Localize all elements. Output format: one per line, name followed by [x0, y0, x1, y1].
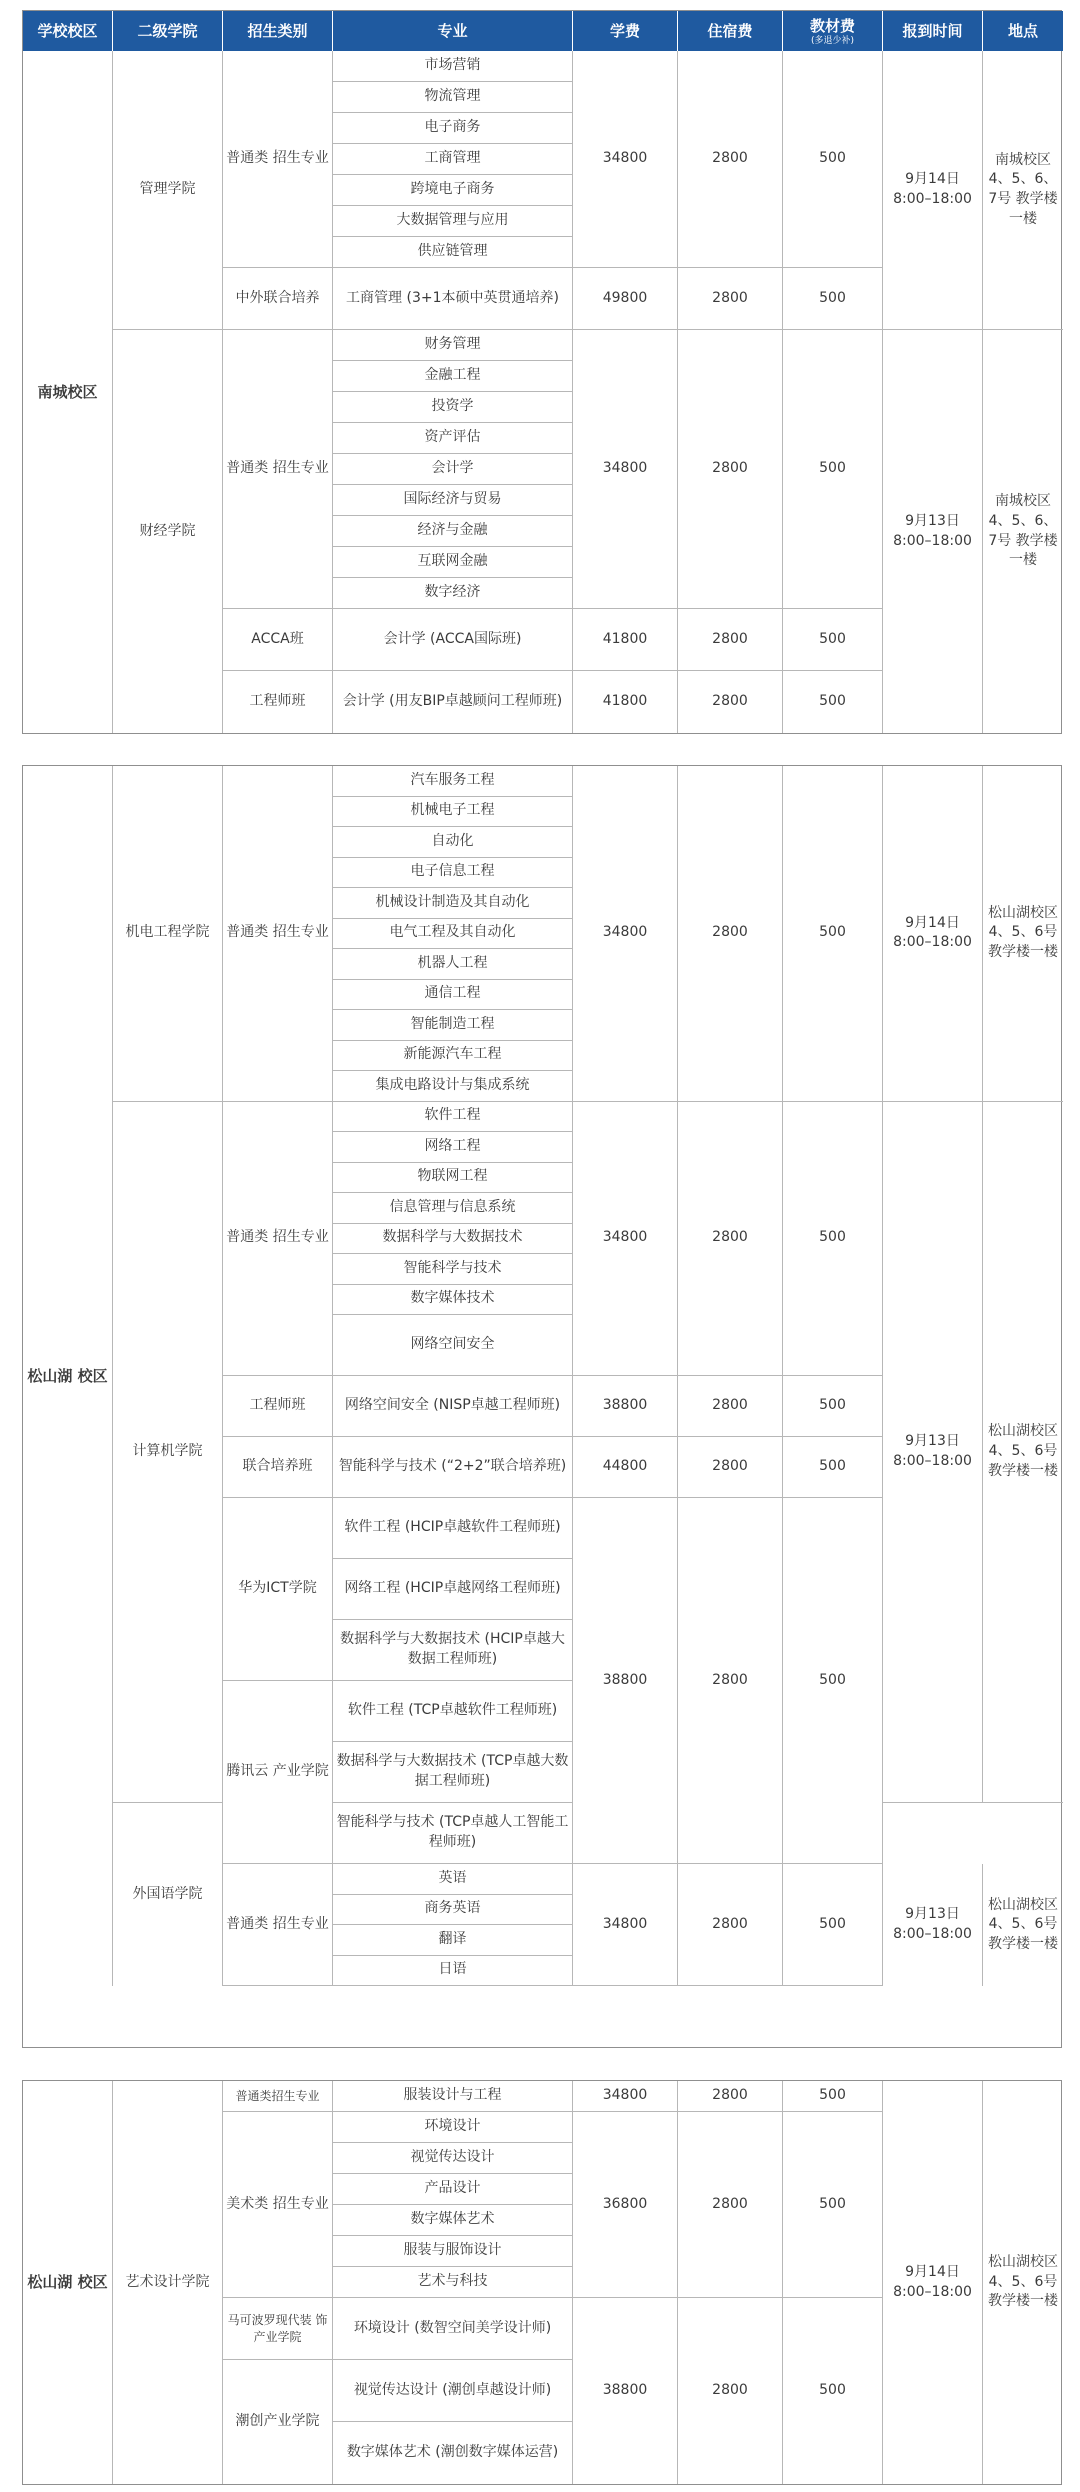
major-cell: 日语	[333, 1956, 573, 1987]
major-cell: 翻译	[333, 1925, 573, 1956]
major-cell: 服装与服饰设计	[333, 2236, 573, 2267]
report-time-cell: 9月14日 8:00–18:00	[883, 766, 983, 1102]
college-cell: 艺术设计学院	[113, 2081, 223, 2484]
college-cell: 机电工程学院	[113, 766, 223, 1102]
major-cell: 工商管理 (3+1本硕中英贯通培养)	[333, 268, 573, 330]
major-cell: 新能源汽车工程	[333, 1041, 573, 1072]
dorm-fee-cell: 2800	[678, 268, 783, 330]
major-cell: 视觉传达设计	[333, 2143, 573, 2174]
major-cell: 通信工程	[333, 980, 573, 1011]
category-cell: ACCA班	[223, 609, 333, 671]
category-cell: 马可波罗现代装 饰产业学院	[223, 2298, 333, 2360]
major-cell: 资产评估	[333, 423, 573, 454]
tuition-cell: 34800	[573, 330, 678, 609]
category-cell: 普通类 招生专业	[223, 51, 333, 268]
major-cell: 网络空间安全	[333, 1315, 573, 1376]
dorm-fee-cell: 2800	[678, 609, 783, 671]
major-cell: 集成电路设计与集成系统	[333, 1071, 573, 1102]
major-cell: 商务英语	[333, 1895, 573, 1926]
tuition-cell: 41800	[573, 671, 678, 733]
major-cell: 国际经济与贸易	[333, 485, 573, 516]
major-cell: 网络空间安全 (NISP卓越工程师班)	[333, 1376, 573, 1437]
book-fee-cell: 500	[783, 1498, 883, 1864]
tuition-cell: 38800	[573, 1498, 678, 1864]
dorm-fee-cell: 2800	[678, 2298, 783, 2484]
header-major: 专业	[333, 11, 573, 51]
book-fee-cell: 500	[783, 2298, 883, 2484]
major-cell: 数据科学与大数据技术 (TCP卓越大数据工程师班)	[333, 1742, 573, 1803]
book-fee-cell: 500	[783, 268, 883, 330]
major-cell: 智能制造工程	[333, 1010, 573, 1041]
major-cell: 艺术与科技	[333, 2267, 573, 2298]
header-location: 地点	[983, 11, 1063, 51]
location-cell: 松山湖校区 4、5、6号 教学楼一楼	[983, 1102, 1063, 1804]
dorm-fee-cell: 2800	[678, 1376, 783, 1437]
report-time-cell: 9月13日 8:00–18:00	[883, 330, 983, 733]
major-cell: 经济与金融	[333, 516, 573, 547]
tuition-cell: 38800	[573, 1376, 678, 1437]
major-cell: 电子商务	[333, 113, 573, 144]
major-cell: 跨境电子商务	[333, 175, 573, 206]
tuition-cell: 44800	[573, 1437, 678, 1498]
major-cell: 网络工程	[333, 1132, 573, 1163]
tuition-cell: 34800	[573, 1102, 678, 1377]
tuition-cell: 41800	[573, 609, 678, 671]
major-cell: 自动化	[333, 827, 573, 858]
college-cell: 财经学院	[113, 330, 223, 733]
location-cell: 松山湖校区 4、5、6号 教学楼一楼	[988, 2254, 1058, 2310]
tuition-cell: 34800	[573, 2081, 678, 2112]
location-cell: 南城校区 4、5、6、7号 教学楼一楼	[983, 51, 1063, 330]
category-cell: 普通类 招生专业	[223, 766, 333, 1102]
major-cell: 英语	[333, 1864, 573, 1895]
major-cell: 电子信息工程	[333, 858, 573, 889]
college-cell: 计算机学院	[113, 1102, 223, 1804]
college-cell: 外国语学院	[113, 1803, 223, 1986]
book-fee-cell: 500	[783, 671, 883, 733]
major-cell: 环境设计 (数智空间美学设计师)	[333, 2298, 573, 2360]
major-cell: 智能科学与技术 (“2+2”联合培养班)	[333, 1437, 573, 1498]
major-cell: 会计学 (用友BIP卓越顾问工程师班)	[333, 671, 573, 733]
report-time-cell: 9月14日 8:00–18:00	[883, 2081, 983, 2484]
major-cell: 互联网金融	[333, 547, 573, 578]
major-cell: 软件工程 (TCP卓越软件工程师班)	[333, 1681, 573, 1742]
major-cell: 数字媒体艺术 (潮创数字媒体运营)	[333, 2422, 573, 2484]
dorm-fee-cell: 2800	[678, 766, 783, 1102]
category-cell: 工程师班	[223, 1376, 333, 1437]
major-cell: 市场营销	[333, 51, 573, 82]
category-cell: 华为ICT学院	[223, 1498, 333, 1681]
book-fee-cell: 500	[783, 330, 883, 609]
major-cell: 机械设计制造及其自动化	[333, 888, 573, 919]
tuition-cell: 34800	[573, 1864, 678, 1986]
dorm-fee-cell: 2800	[678, 51, 783, 268]
header-book-fee-label: 教材费	[809, 17, 855, 35]
book-fee-cell: 500	[783, 1376, 883, 1437]
category-cell: 潮创产业学院	[223, 2360, 333, 2484]
book-fee-cell: 500	[783, 609, 883, 671]
dorm-fee-cell: 2800	[678, 1437, 783, 1498]
category-cell: 普通类 招生专业	[223, 1102, 333, 1377]
major-cell: 数字经济	[333, 578, 573, 609]
major-cell: 物流管理	[333, 82, 573, 113]
major-cell: 供应链管理	[333, 237, 573, 268]
book-fee-cell: 500	[783, 2081, 883, 2112]
major-cell: 会计学	[333, 454, 573, 485]
category-cell: 普通类招生专业	[223, 2081, 333, 2112]
major-cell: 工商管理	[333, 144, 573, 175]
header-book-fee-note: (多退少补)	[810, 36, 855, 46]
table-nancheng	[22, 10, 1062, 734]
category-cell: 中外联合培养	[223, 268, 333, 330]
major-cell: 软件工程 (HCIP卓越软件工程师班)	[333, 1498, 573, 1559]
table-songshanhu-2	[22, 2080, 1062, 2485]
major-cell: 投资学	[333, 392, 573, 423]
campus-cell: 松山湖 校区	[23, 2081, 113, 2484]
report-time-cell: 9月13日 8:00–18:00	[883, 1864, 983, 1986]
location-cell: 南城校区 4、5、6、7号 教学楼一楼	[988, 493, 1058, 569]
book-fee-cell: 500	[783, 1864, 883, 1986]
major-cell: 数字媒体技术	[333, 1285, 573, 1316]
major-cell: 会计学 (ACCA国际班)	[333, 609, 573, 671]
major-cell: 机器人工程	[333, 949, 573, 980]
dorm-fee-cell: 2800	[678, 330, 783, 609]
major-cell: 数据科学与大数据技术 (HCIP卓越大数据工程师班)	[333, 1620, 573, 1681]
category-cell: 工程师班	[223, 671, 333, 733]
table-songshanhu-1	[22, 765, 1062, 2048]
book-fee-cell: 500	[783, 51, 883, 268]
header-category: 招生类别	[223, 11, 333, 51]
header-dorm-fee: 住宿费	[678, 11, 783, 51]
category-cell: 普通类 招生专业	[223, 1864, 333, 1986]
tuition-cell: 49800	[573, 268, 678, 330]
major-cell: 财务管理	[333, 330, 573, 361]
tuition-cell: 34800	[573, 51, 678, 268]
book-fee-cell: 500	[783, 766, 883, 1102]
major-cell: 服装设计与工程	[333, 2081, 573, 2112]
dorm-fee-cell: 2800	[678, 1498, 783, 1864]
major-cell: 数字媒体艺术	[333, 2205, 573, 2236]
major-cell: 大数据管理与应用	[333, 206, 573, 237]
major-cell: 金融工程	[333, 361, 573, 392]
tuition-cell: 38800	[573, 2298, 678, 2484]
header-tuition: 学费	[573, 11, 678, 51]
header-campus: 学校校区	[23, 11, 113, 51]
report-time-cell: 9月14日 8:00–18:00	[883, 51, 983, 330]
major-cell: 软件工程	[333, 1102, 573, 1133]
category-cell: 美术类 招生专业	[223, 2112, 333, 2298]
tuition-cell: 34800	[573, 766, 678, 1102]
category-cell: 腾讯云 产业学院	[223, 1681, 333, 1864]
header-college: 二级学院	[113, 11, 223, 51]
report-time-cell: 9月13日 8:00–18:00	[883, 1102, 983, 1804]
location-cell: 松山湖校区 4、5、6号 教学楼一楼	[983, 766, 1063, 1102]
major-cell: 数据科学与大数据技术	[333, 1224, 573, 1255]
major-cell: 电气工程及其自动化	[333, 919, 573, 950]
major-cell: 智能科学与技术	[333, 1254, 573, 1285]
category-cell: 联合培养班	[223, 1437, 333, 1498]
dorm-fee-cell: 2800	[678, 671, 783, 733]
book-fee-cell: 500	[783, 1102, 883, 1377]
major-cell: 信息管理与信息系统	[333, 1193, 573, 1224]
campus-cell: 南城校区	[23, 51, 113, 733]
major-cell: 智能科学与技术 (TCP卓越人工智能工程师班)	[333, 1803, 573, 1864]
tuition-cell: 36800	[573, 2112, 678, 2298]
major-cell: 产品设计	[333, 2174, 573, 2205]
major-cell: 物联网工程	[333, 1163, 573, 1194]
dorm-fee-cell: 2800	[678, 2112, 783, 2298]
college-cell: 管理学院	[113, 51, 223, 330]
major-cell: 汽车服务工程	[333, 766, 573, 797]
campus-cell: 松山湖 校区	[23, 766, 113, 1986]
book-fee-cell: 500	[783, 2112, 883, 2298]
major-cell: 机械电子工程	[333, 797, 573, 828]
dorm-fee-cell: 2800	[678, 1864, 783, 1986]
category-cell: 普通类 招生专业	[223, 330, 333, 609]
header-book-fee	[783, 11, 883, 51]
location-cell: 松山湖校区 4、5、6号 教学楼一楼	[988, 1896, 1058, 1952]
major-cell: 网络工程 (HCIP卓越网络工程师班)	[333, 1559, 573, 1620]
header-report-time: 报到时间	[883, 11, 983, 51]
major-cell: 视觉传达设计 (潮创卓越设计师)	[333, 2360, 573, 2422]
book-fee-cell: 500	[783, 1437, 883, 1498]
dorm-fee-cell: 2800	[678, 1102, 783, 1377]
dorm-fee-cell: 2800	[678, 2081, 783, 2112]
major-cell: 环境设计	[333, 2112, 573, 2143]
